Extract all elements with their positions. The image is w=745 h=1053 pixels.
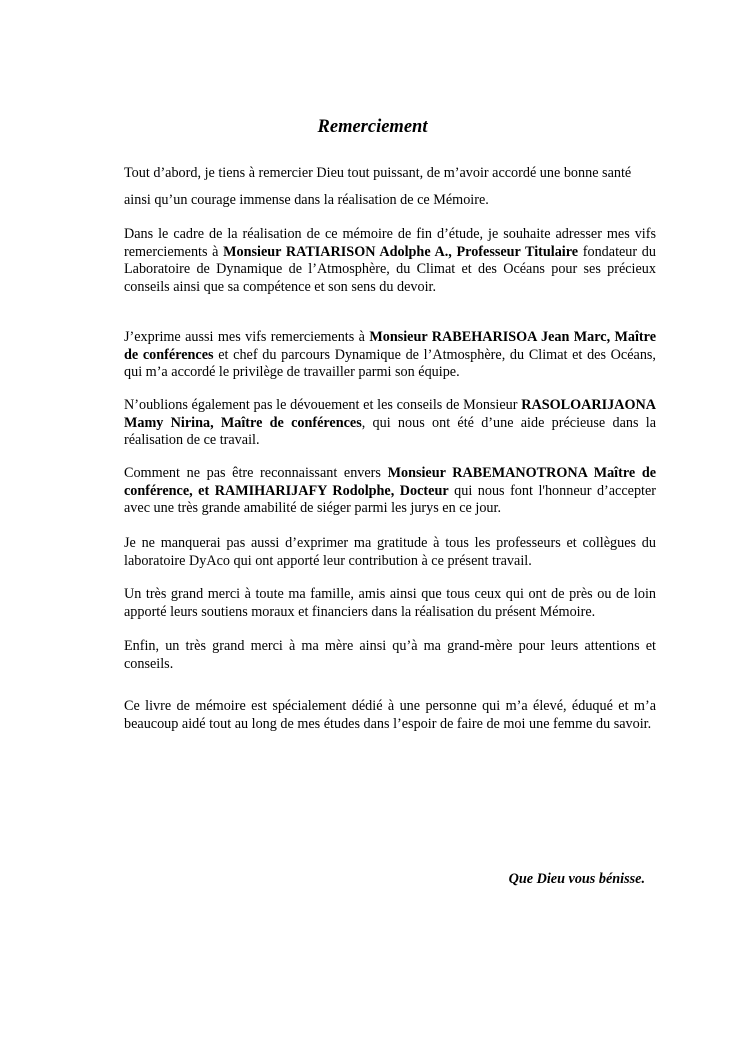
text: N’oublions également pas le dévouement et les conseils de Monsieur: [124, 397, 522, 413]
paragraph-family: Un très grand merci à toute ma famille, amis ainsi que tous ceux qui ont de près ou de loin apporté leurs soutiens moraux et financiers dans la réalisation du présent Mémoire.: [124, 586, 656, 620]
closing-blessing: Que Dieu vous bénisse.: [508, 871, 645, 887]
paragraph-rabeharisoa: [124, 329, 656, 382]
text: , qui nous ont été d’une aide précieuse dans la réalisation de ce travail.: [124, 414, 656, 448]
bold-name: Monsieur RATIARISON Adolphe A., Professeur Titulaire: [223, 243, 579, 260]
paragraph-colleagues: Je ne manquerai pas aussi d’exprimer ma gratitude à tous les professeurs et collègues du laboratoire DyAco qui ont apporté leur contribution à ce présent travail.: [124, 535, 656, 569]
paragraph-mother: Enfin, un très grand merci à ma mère ainsi qu’à ma grand-mère pour leurs attentions et conseils.: [124, 638, 656, 672]
bold-name: Monsieur RABEMANOTRONA Maître de conférence, et RAMIHARIJAFY Rodolphe, Docteur: [124, 465, 657, 499]
paragraph-ratiarison: [124, 226, 656, 296]
paragraph-dedication: Ce livre de mémoire est spécialement dédié à une personne qui m’a élevé, éduqué et m’a beaucoup aidé tout au long de mes études dans l’espoir de faire de moi une femme du savoir.: [124, 698, 656, 732]
page-title: Remerciement: [317, 117, 428, 137]
text: fondateur du Laboratoire de Dynamique de l’Atmosphère, du Climat et des Océans pour ses précieux conseils ainsi que sa compétence et son sens du devoir.: [124, 243, 656, 295]
paragraph-intro: [124, 160, 656, 214]
bold-name: Monsieur RABEHARISOA Jean Marc, Maître de conférences: [124, 329, 656, 363]
paragraph-jury: [124, 465, 656, 518]
paragraph-intro-line1: Tout d’abord, je tiens à remercier Dieu tout puissant, de m’avoir accordé une bonne santé: [124, 165, 632, 181]
paragraph-rasoloarijaona: [124, 397, 656, 450]
text: J’exprime aussi mes vifs remerciements à: [124, 329, 370, 345]
text: Comment ne pas être reconnaissant envers: [124, 465, 388, 481]
bold-name: RASOLOARIJAONA Mamy Nirina, Maître de conférences: [124, 397, 656, 431]
text: Dans le cadre de la réalisation de ce mémoire de fin d’étude, je souhaite adresser mes vifs remerciements à: [124, 226, 656, 260]
text: et chef du parcours Dynamique de l’Atmosphère, du Climat et des Océans, qui m’a accordé le privilège de travailler parmi son équipe.: [124, 346, 656, 380]
paragraph-intro-line2: ainsi qu’un courage immense dans la réalisation de ce Mémoire.: [124, 192, 489, 208]
text: qui nous font l'honneur d’accepter avec une très grande amabilité de siéger parmi les jurys en ce jour.: [124, 482, 657, 516]
